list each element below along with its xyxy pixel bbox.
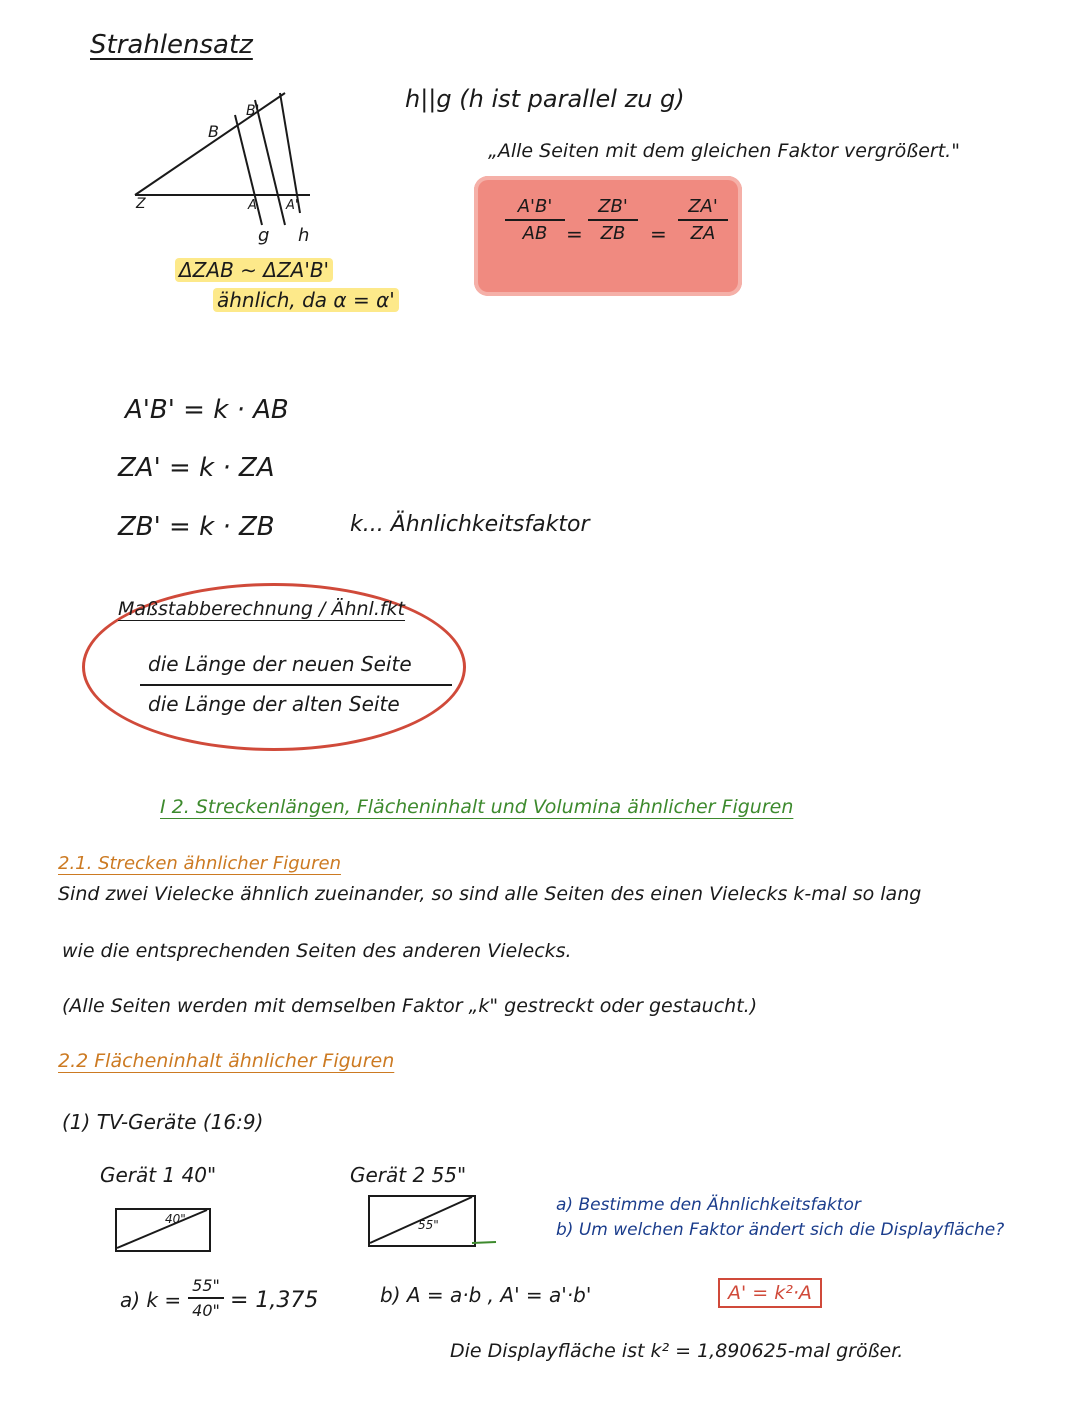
device-1-diagonal	[115, 1208, 211, 1252]
scale-calculation-title: Maßstabberechnung / Ähnl.fkt	[118, 598, 406, 620]
point-a-label: A	[248, 198, 257, 213]
k-note: k... Ähnlichkeitsfaktor	[350, 512, 590, 537]
answer-b-box: A' = k²·A	[718, 1278, 822, 1308]
device-1-diagonal-label: 40"	[165, 1212, 186, 1226]
factor-quote: „Alle Seiten mit dem gleichen Faktor vergrößert."	[488, 140, 960, 162]
answer-a-result: = 1,375	[230, 1288, 319, 1313]
sub22-heading: 2.2 Flächeninhalt ähnlicher Figuren	[58, 1050, 395, 1072]
equation-2: ZA' = k · ZA	[118, 453, 275, 483]
ratio-fraction-3: ZA' ZA	[678, 196, 728, 244]
point-a-prime-label: A'	[286, 198, 299, 213]
scale-fraction-bar	[140, 684, 452, 686]
task-b: b) Um welchen Faktor ändert sich die Displayfläche?	[556, 1220, 1005, 1240]
ratio-eq-1: =	[566, 222, 583, 246]
answer-a-fraction: 55" 40"	[188, 1276, 224, 1320]
section-heading: I 2. Streckenlängen, Flächeninhalt und Volumina ähnlicher Figuren	[160, 796, 794, 818]
similarity-statement: ΔZAB ∼ ΔZA'B'	[175, 258, 333, 282]
sub21-line1: Sind zwei Vielecke ähnlich zueinander, so sind alle Seiten des einen Vielecks k-mal so lang	[58, 883, 922, 905]
point-b-label: B	[208, 122, 219, 141]
ratio-eq-2: =	[650, 222, 667, 246]
sub21-heading: 2.1. Strecken ähnlicher Figuren	[58, 853, 341, 874]
task-a: a) Bestimme den Ähnlichkeitsfaktor	[556, 1195, 861, 1215]
ratio-fraction-2: ZB' ZB	[588, 196, 638, 244]
tv-example: (1) TV-Geräte (16:9)	[62, 1110, 264, 1134]
point-b-prime-label: B'	[246, 103, 260, 119]
answer-a-prefix: a) k =	[120, 1288, 182, 1312]
similarity-reason: ähnlich, da α = α'	[213, 288, 399, 312]
line-h-label: h	[298, 225, 310, 246]
page-title: Strahlensatz	[90, 30, 253, 60]
device-1-label: Gerät 1 40"	[100, 1163, 217, 1187]
line-g-label: g	[258, 225, 270, 246]
scale-numerator: die Länge der neuen Seite	[148, 652, 412, 676]
scale-denominator: die Länge der alten Seite	[148, 692, 400, 716]
point-z-label: Z	[136, 196, 146, 212]
equation-1: A'B' = k · AB	[125, 395, 289, 425]
answer-b: b) A = a·b , A' = a'·b'	[380, 1283, 592, 1307]
parallel-note: h||g (h ist parallel zu g)	[405, 85, 685, 113]
equation-3: ZB' = k · ZB	[118, 512, 275, 542]
sub21-line2: wie die entsprechenden Seiten des anderen Vielecks.	[62, 940, 572, 962]
device-2-label: Gerät 2 55"	[350, 1163, 467, 1187]
sub21-line3: (Alle Seiten werden mit demselben Faktor „k" gestreckt oder gestaucht.)	[62, 995, 758, 1017]
device-2-diagonal-label: 55"	[418, 1218, 439, 1232]
ratio-fraction-1: A'B' AB	[505, 196, 565, 244]
conclusion: Die Displayfläche ist k² = 1,890625-mal größer.	[450, 1340, 904, 1362]
